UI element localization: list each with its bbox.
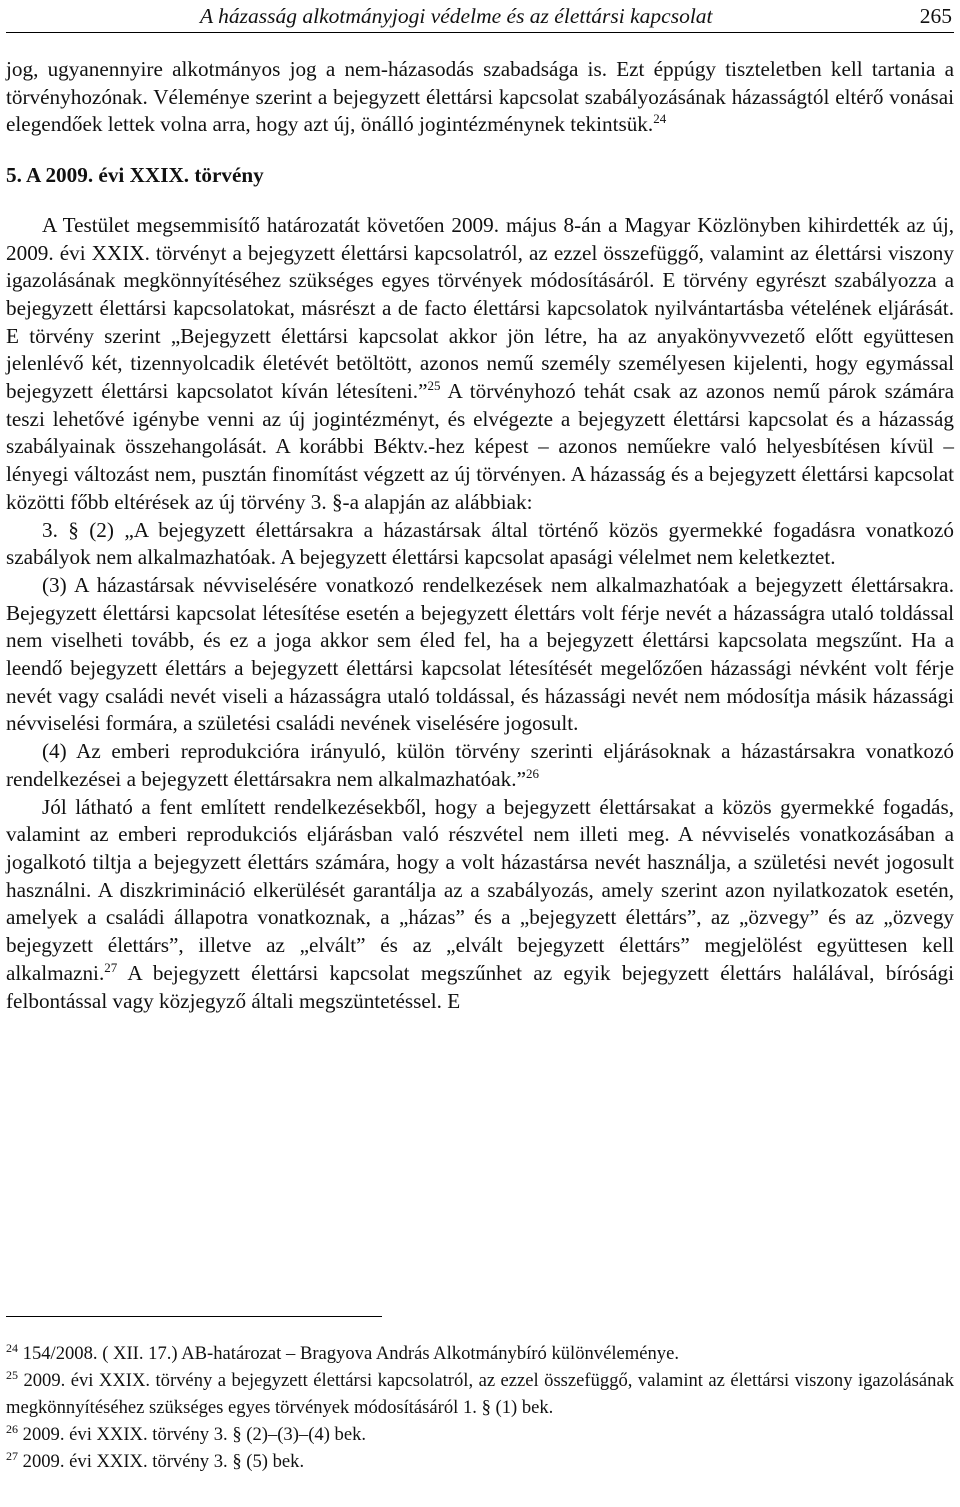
footnote-ref-26: 26 <box>525 765 539 781</box>
footnote-27 <box>6 1448 954 1475</box>
paragraph-1-text: jog, ugyanennyire alkotmányos jog a nem-házasodás szabadsága is. Ezt éppúgy tiszteletben kell tartania a törvényhozónak. Véleménye szerint a bejegyzett élettársi kapcsolat szabályozásának házasságtól eltérő vonásai elegendőek lettek volna arra, hogy azt új, önálló jogintézménynek tekintsük. <box>6 57 954 137</box>
running-header <box>6 2 954 33</box>
footnote-number: 24 <box>6 1340 18 1355</box>
paragraph-1 <box>6 56 954 139</box>
section-heading: 5. A 2009. évi XXIX. törvény <box>6 163 264 188</box>
running-title: A házasság alkotmányjogi védelme és az élettársi kapcsolat <box>200 4 713 28</box>
footnote-text: 2009. évi XXIX. törvény a bejegyzett élettársi kapcsolatról, az ezzel összefüggő, valamint az élettársi viszony igazolásának megkönnyítéséhez szükséges egyes törvények módosításáról 1. § (1) bek. <box>6 1370 954 1418</box>
paragraph-2-text-a: A Testület megsemmisítő határozatát követően 2009. május 8-án a Magyar Közlönyben kihirdették az új, 2009. évi XXIX. törvényt a bejegyzett élettársi kapcsolatról, az ezzel összefüggő, valamint az élettársi viszony igazolásának megkönnyítéséhez szükséges egyes törvények módosításáról. E törvény egyrészt szabályozza a bejegyzett élettársi kapcsolatokat, másrészt a de facto élettársi kapcsolatok nyilvántartásba vételének eljárását. E törvény szerint „Bejegyzett élettársi kapcsolat akkor jön létre, ha az anyakönyvvezető előtt együttesen jelenlévő két, tizennyolcadik életévét betöltött, azonos nemű személy személyesen kijelenti, hogy egymással bejegyzett élettársi kapcsolatot kíván létesíteni.” <box>6 212 954 404</box>
paragraph-5 <box>6 738 954 793</box>
body-text <box>6 56 954 1015</box>
footnote-number: 27 <box>6 1448 18 1463</box>
paragraph-6-text-b: A bejegyzett élettársi kapcsolat megszűnhet az egyik bejegyzett élettárs halálával, bírósági felbontással vagy közjegyző általi megszüntetéssel. E <box>6 960 954 1013</box>
footnote-ref-27: 27 <box>104 959 118 975</box>
paragraph-6 <box>6 794 954 1016</box>
footnote-text: 154/2008. ( XII. 17.) AB-határozat – Bragyova András Alkotmánybíró különvéleménye. <box>22 1343 679 1364</box>
paragraph-5-text: (4) Az emberi reprodukcióra irányuló, külön törvény szerinti eljárásoknak a házastársakra vonatkozó rendelkezései a bejegyzett élettársakra nem alkalmazhatóak.” <box>6 739 954 791</box>
footnote-ref-25: 25 <box>427 377 441 393</box>
paragraph-2-text-b: A törvényhozó tehát csak az azonos nemű párok számára teszi lehetővé igénybe venni az új jogintézményt, és elvégezte a bejegyzett élettársi kapcsolat és a házasság szabályainak összehangolását. A korábbi Béktv.-hez képest – azonos neműekre való helyesbítésen kívül – lényegi változást nem, pusztán finomítást végzett az új törvényen. A házasság és a bejegyzett élettársi kapcsolat közötti főbb eltérések az új törvény 3. §-a alapján az alábbiak: <box>6 379 954 514</box>
paragraph-4: (3) A házastársak névviselésére vonatkozó rendelkezések nem alkalmazhatóak a bejegyzett élettársakra. Bejegyzett élettársi kapcsolat létesítése esetén a bejegyzett élettárs volt férje nevét a házasságra utaló toldással nem viselheti tovább, és ez a joga akkor sem éled fel, ha a bejegyzett élettársi kapcsolata megszűnt. Ha a leendő bejegyzett élettárs a bejegyzett élettársi kapcsolat létesítését megelőzően házassági névként volt férje nevét vagy családi nevét viseli a házasságra utaló toldással, és házassági nevét nem módosítja másik házassági névviselési formára, a születési családi nevének viselésére jogosult. <box>6 572 954 736</box>
footnote-26 <box>6 1421 954 1448</box>
footnote-ref-24: 24 <box>653 111 667 127</box>
footnote-24 <box>6 1340 954 1367</box>
paragraph-6-text-a: Jól látható a fent említett rendelkezésekből, hogy a bejegyzett élettársakat a közös gyermekké fogadás, valamint az emberi reprodukciós eljárásban való részvétel nem illeti meg. A névviselés vonatkozásában a jogalkotó tiltja a bejegyzett élettárs számára, hogy a volt házastársa nevét használja, a születési nevét jogosult használni. A diszkrimináció elkerülését garantálja az a szabályozás, amely szerint azon nyilatkozatok esetén, amelyek a családi állapotra vonatkoznak, a „házas” és a „bejegyzett élettárs”, az „özvegy” és az „özvegy bejegyzett élettárs”, illetve az „elvált” és az „elvált bejegyzett élettárs” megjelölést együttesen kell alkalmazni. <box>6 794 954 985</box>
footnotes <box>6 1340 954 1475</box>
paragraph-3: 3. § (2) „A bejegyzett élettársakra a házastársak által történő közös gyermekké fogadásra vonatkozó szabályok nem alkalmazhatóak. A bejegyzett élettársi kapcsolat apasági vélelmet nem keletkeztet. <box>6 517 954 570</box>
footnote-text: 2009. évi XXIX. törvény 3. § (2)–(3)–(4) bek. <box>22 1424 367 1445</box>
page-number: 265 <box>919 4 952 28</box>
paragraph-2 <box>6 212 954 517</box>
footnote-25 <box>6 1367 954 1421</box>
footnote-text: 2009. évi XXIX. törvény 3. § (5) bek. <box>22 1451 305 1472</box>
footnote-number: 26 <box>6 1421 18 1436</box>
footnote-separator <box>6 1316 382 1317</box>
footnote-number: 25 <box>6 1367 18 1382</box>
